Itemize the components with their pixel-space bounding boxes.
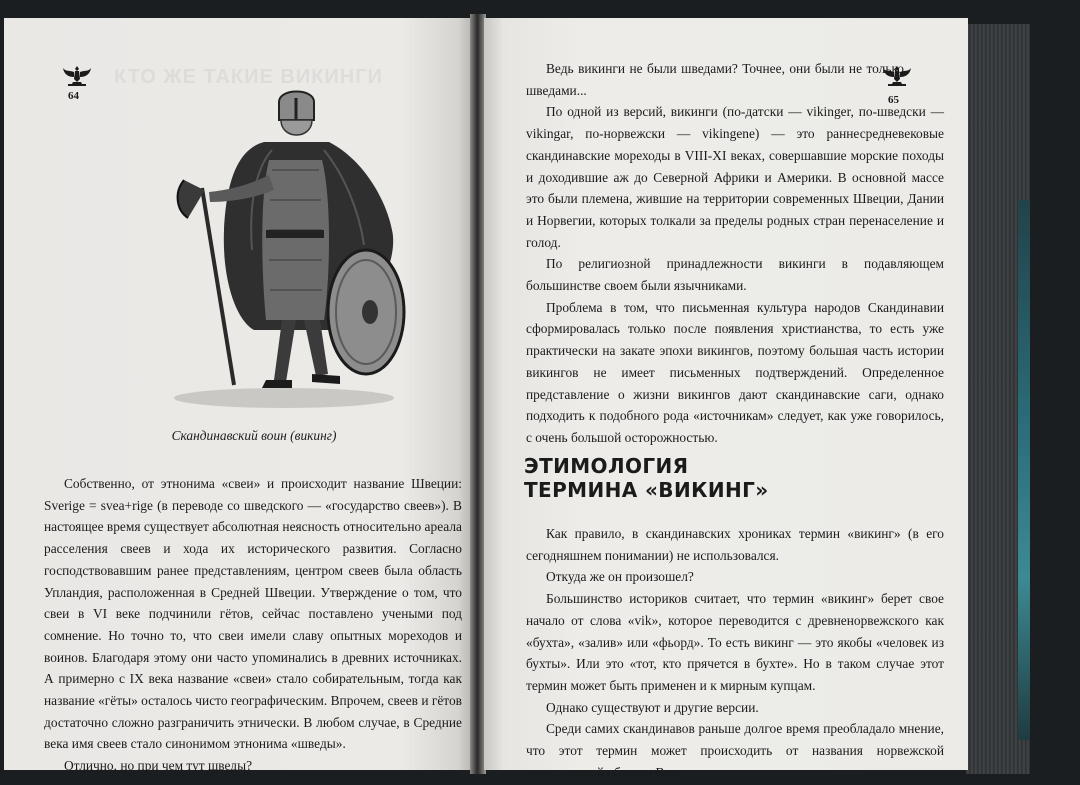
paragraph: Как правило, в скандинавских хрониках термин «викинг» (в его сегодняшнем понимании) не использовался. [526,526,944,563]
section-heading [524,454,944,502]
paragraph: По одной из версий, викинги (по-датски — vikinger, по-шведски — vikingar, по-норвежски — vikingene) — это раннесредневековые скандинавские мореходы в VIII-XI веках, совершавшие морские походы и доходившие аж до Северной Африки и Америки. В основной массе это были племена, жившие на территории современных Швеции, Дании и Норвегии, которых толкали за пределы родных стран перенаселение и голод. [526,104,944,250]
book-edge-accent [1018,200,1030,740]
right-page-body-top [526,58,944,449]
paragraph: Однако существуют и другие версии. [546,699,759,715]
left-page [4,18,472,774]
paragraph: Собственно, от этнонима «свеи» и происходит название Швеции: Sverige = svea+rige (в переводе со шведского — «государство свеев»). В настоящее время существует абсолютная неясность относительно ареала расселения свеев и хода их исторического развития. Согласно господствовавшим ранее представлениям, центром свеев была область Упландия, расположенная в Средней Швеции. Утверждение о том, что свеи в VI веке подчинили гётов, сейчас поставлено учеными под сомнение. Но точно то, что свеи имели славу опытных мореходов и воинов. Благодаря этому они часто упоминались в древних источниках. А примерно с IX века название «свеи» стало собирательным, тогда как название «гёты» осталось чисто географическим. Впрочем, свеев и гётов достаточно сложно разграничить этнически. В любом случае, в Средние века имя свеев стало синонимом этнонима «шведы». [44,476,462,752]
bleed-through-text: КТО ЖЕ ТАКИЕ ВИКИНГИ [114,66,383,88]
heading-line: ТЕРМИНА «ВИКИНГ» [524,478,769,502]
paragraph: Среди самих скандинавов раньше долгое время преобладало мнение, что этот термин может происходить от названия норвежской исторической области Вик [526,721,944,780]
paragraph: По религиозной принадлежности викинги в подавляющем большинстве своем были язычниками. [526,256,944,294]
left-page-body [44,473,462,777]
paragraph: Отлично, но при чем тут шведы? [64,758,253,774]
paragraph: Ведь викинги не были шведами? Точнее, они были не только шведами... [526,61,904,98]
page-number: 65 [888,94,899,106]
heading-line: ЭТИМОЛОГИЯ [524,454,689,478]
paragraph: Большинство историков считает, что термин «викинг» берет свое начало от слова «vik», которое переводится с древненорвежского как «бухта», «залив» или «фьорд». То есть викинг — это якобы «человек из бухты». Или это «тот, кто прячется в бухте». Но в таком случае этот термин может быть применен и к мирным купцам. [526,591,944,693]
right-page [484,18,968,780]
illustration-caption: Скандинавский воин (викинг) [171,428,337,443]
page-number: 64 [68,90,79,102]
viking-warrior-illustration [154,80,424,415]
eagle-emblem-icon [62,62,92,88]
right-page-body-bottom [526,523,944,783]
paragraph: Откуда же он произошел? [546,569,694,585]
paragraph: Проблема в том, что письменная культура народов Скандинавии сформировалась только после появления христианства, то есть уже практически на закате эпохи викингов, поэтому большая часть истории викингов не имеет письменных подтверждений. Определенное представление о жизни викингов дают скандинавские саги, однако подходить к подобного рода «источникам» следует, как уже говорилось, с очень большой осторожностью. [526,299,944,445]
